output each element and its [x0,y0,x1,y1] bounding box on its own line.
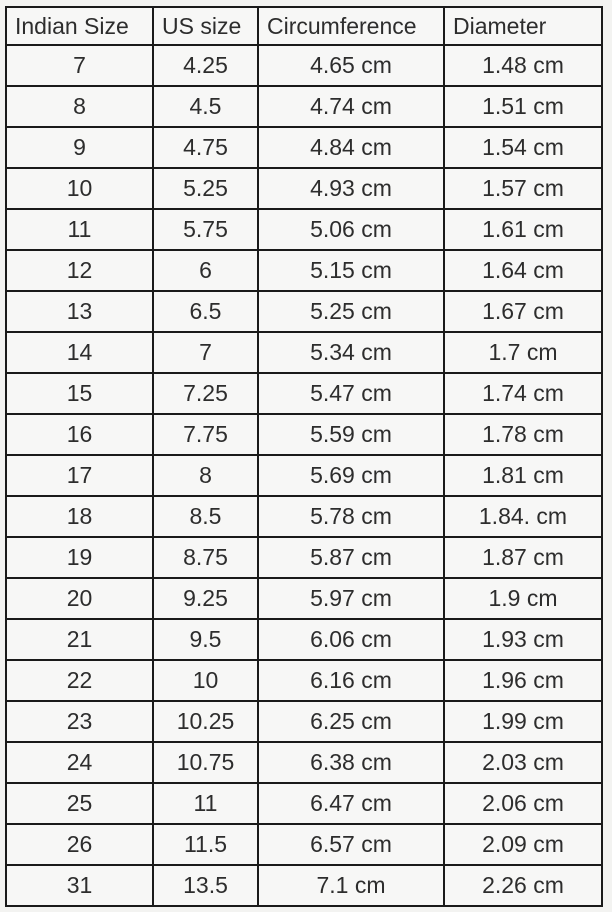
table-cell: 7 [153,332,258,373]
table-cell: 1.61 cm [444,209,602,250]
table-cell: 5.25 [153,168,258,209]
table-cell: 6.06 cm [258,619,444,660]
table-cell: 6.47 cm [258,783,444,824]
table-row [6,373,602,414]
table-row [6,127,602,168]
table-cell: 24 [6,742,153,783]
table-cell: 4.25 [153,45,258,86]
table-row [6,7,602,45]
table-row [6,824,602,865]
table-cell: 5.47 cm [258,373,444,414]
table-row [6,783,602,824]
table-cell: 4.74 cm [258,86,444,127]
table-cell: 26 [6,824,153,865]
table-row [6,45,602,86]
table-cell: 11.5 [153,824,258,865]
table-cell: 10.25 [153,701,258,742]
table-row [6,414,602,455]
table-cell: 18 [6,496,153,537]
table-header-row [6,7,602,45]
table-cell: 7.25 [153,373,258,414]
table-row [6,496,602,537]
table-row [6,578,602,619]
table-row [6,660,602,701]
table-row [6,332,602,373]
table-cell: 1.84. cm [444,496,602,537]
table-cell: 6.38 cm [258,742,444,783]
table-cell: 1.87 cm [444,537,602,578]
table-cell: 1.57 cm [444,168,602,209]
table-cell: 8.5 [153,496,258,537]
table-cell: 5.87 cm [258,537,444,578]
table-cell: 2.26 cm [444,865,602,906]
table-cell: 5.34 cm [258,332,444,373]
column-header: US size [153,7,258,45]
table-row [6,742,602,783]
table-cell: 21 [6,619,153,660]
table-cell: 1.96 cm [444,660,602,701]
table-cell: 9.5 [153,619,258,660]
table-body [6,45,602,906]
table-cell: 5.25 cm [258,291,444,332]
table-cell: 8 [6,86,153,127]
table-cell: 1.81 cm [444,455,602,496]
table-cell: 5.75 [153,209,258,250]
table-cell: 4.75 [153,127,258,168]
table-cell: 1.64 cm [444,250,602,291]
table-row [6,701,602,742]
table-cell: 1.93 cm [444,619,602,660]
table-row [6,537,602,578]
table-cell: 8 [153,455,258,496]
table-cell: 4.84 cm [258,127,444,168]
table-cell: 14 [6,332,153,373]
table-cell: 1.7 cm [444,332,602,373]
table-cell: 13 [6,291,153,332]
table-cell: 17 [6,455,153,496]
table-cell: 23 [6,701,153,742]
table-cell: 2.03 cm [444,742,602,783]
table-cell: 5.59 cm [258,414,444,455]
table-cell: 9 [6,127,153,168]
table-cell: 8.75 [153,537,258,578]
table-cell: 5.15 cm [258,250,444,291]
table-cell: 1.9 cm [444,578,602,619]
table-row [6,168,602,209]
column-header: Circumference [258,7,444,45]
table-cell: 4.93 cm [258,168,444,209]
table-cell: 1.51 cm [444,86,602,127]
table-cell: 11 [153,783,258,824]
table-cell: 2.09 cm [444,824,602,865]
table-cell: 1.78 cm [444,414,602,455]
table-cell: 7 [6,45,153,86]
table-cell: 10 [153,660,258,701]
table-cell: 20 [6,578,153,619]
table-row [6,209,602,250]
table-cell: 10 [6,168,153,209]
table-row [6,250,602,291]
table-cell: 1.74 cm [444,373,602,414]
table-cell: 25 [6,783,153,824]
table-row [6,619,602,660]
table-row [6,455,602,496]
table-row [6,291,602,332]
table-cell: 5.97 cm [258,578,444,619]
table-cell: 1.99 cm [444,701,602,742]
table-cell: 6.57 cm [258,824,444,865]
table-cell: 16 [6,414,153,455]
table-cell: 4.65 cm [258,45,444,86]
table-cell: 1.54 cm [444,127,602,168]
table-cell: 22 [6,660,153,701]
table-cell: 19 [6,537,153,578]
table-cell: 5.69 cm [258,455,444,496]
table-cell: 4.5 [153,86,258,127]
table-cell: 7.1 cm [258,865,444,906]
table-cell: 5.78 cm [258,496,444,537]
table-cell: 1.67 cm [444,291,602,332]
ring-size-table [5,6,603,907]
table-cell: 6 [153,250,258,291]
table-cell: 5.06 cm [258,209,444,250]
table-cell: 10.75 [153,742,258,783]
table-cell: 12 [6,250,153,291]
table-cell: 2.06 cm [444,783,602,824]
table-row [6,86,602,127]
table-cell: 11 [6,209,153,250]
table-cell: 7.75 [153,414,258,455]
table-cell: 15 [6,373,153,414]
table-cell: 13.5 [153,865,258,906]
table-cell: 1.48 cm [444,45,602,86]
table-cell: 6.16 cm [258,660,444,701]
table-cell: 9.25 [153,578,258,619]
column-header: Diameter [444,7,602,45]
table-cell: 6.25 cm [258,701,444,742]
table-cell: 6.5 [153,291,258,332]
table-cell: 31 [6,865,153,906]
table-row [6,865,602,906]
column-header: Indian Size [6,7,153,45]
